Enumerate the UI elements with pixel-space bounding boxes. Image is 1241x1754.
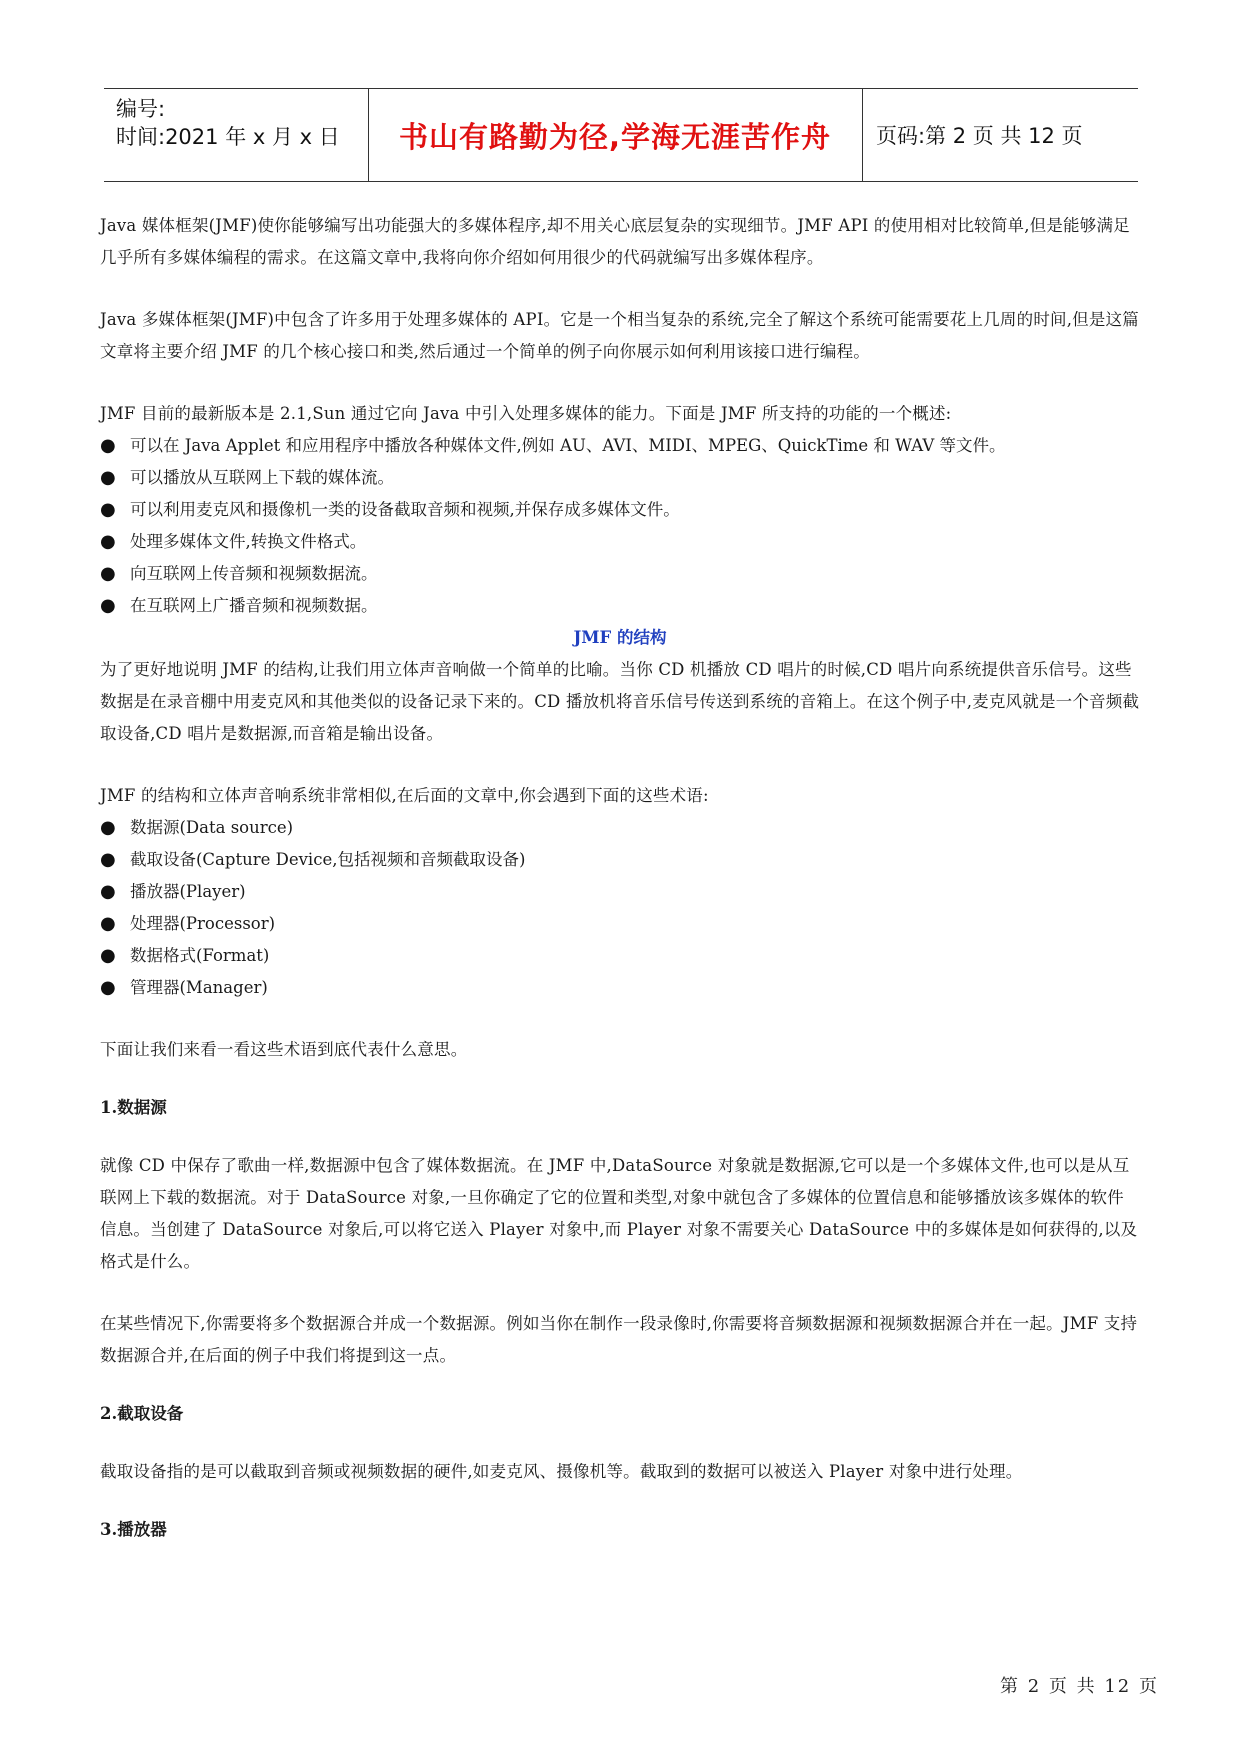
section-heading-data-source: 1.数据源 <box>100 1098 167 1117</box>
section-heading-structure: JMF 的结构 <box>573 628 667 647</box>
page-footer: 第 2 页 共 12 页 <box>1000 1676 1159 1697</box>
intro-paragraph-2: Java 多媒体框架(JMF)中包含了许多用于处理多媒体的 API。它是一个相当复杂的系统,完全了解这个系统可能需要花上几周的时间,但是这篇文章将主要介绍 JMF 的几个核心接口和类,然后通过一个简单的例子向你展示如何利用该接口进行编程。 <box>100 310 1139 361</box>
list-item: ● 在互联网上广播音频和视频数据。 <box>100 590 1140 622</box>
header-motto-cell <box>368 89 863 181</box>
list-item: ● 可以播放从互联网上下载的媒体流。 <box>100 462 1140 494</box>
data-source-paragraph-2: 在某些情况下,你需要将多个数据源合并成一个数据源。例如当你在制作一段录像时,你需要将音频数据源和视频数据源合并在一起。JMF 支持数据源合并,在后面的例子中我们将提到这一点。 <box>100 1314 1138 1365</box>
structure-paragraph-2: JMF 的结构和立体声音响系统非常相似,在后面的文章中,你会遇到下面的这些术语: <box>100 786 709 805</box>
terms-outro: 下面让我们来看一看这些术语到底代表什么意思。 <box>100 1040 468 1059</box>
list-item: ● 可以在 Java Applet 和应用程序中播放各种媒体文件,例如 AU、AVI、MIDI、MPEG、QuickTime 和 WAV 等文件。 <box>100 430 1140 462</box>
header-page-code: 页码:第 2 页 共 12 页 <box>876 124 1083 148</box>
list-item: ● 管理器(Manager) <box>100 972 1140 1004</box>
list-item: ● 截取设备(Capture Device,包括视频和音频截取设备) <box>100 844 1140 876</box>
list-item: ● 处理多媒体文件,转换文件格式。 <box>100 526 1140 558</box>
list-item: ● 向互联网上传音频和视频数据流。 <box>100 558 1140 590</box>
structure-paragraph-1: 为了更好地说明 JMF 的结构,让我们用立体声音响做一个简单的比喻。当你 CD 机播放 CD 唱片的时候,CD 唱片向系统提供音乐信号。这些数据是在录音棚中用麦克风和其他类似的设备记录下来的。CD 播放机将音乐信号传送到系统的音箱上。在这个例子中,麦克风就是一个音频截取设备,CD 唱片是数据源,而音箱是输出设备。 <box>100 660 1140 743</box>
list-item: ● 播放器(Player) <box>100 876 1140 908</box>
intro-paragraph-1: Java 媒体框架(JMF)使你能够编写出功能强大的多媒体程序,却不用关心底层复杂的实现细节。JMF API 的使用相对比较简单,但是能够满足几乎所有多媒体编程的需求。在这篇文章中,我将向你介绍如何用很少的代码就编写出多媒体程序。 <box>100 216 1130 267</box>
intro-paragraph-3: JMF 目前的最新版本是 2.1,Sun 通过它向 Java 中引入处理多媒体的能力。下面是 JMF 所支持的功能的一个概述: <box>100 404 952 423</box>
section-heading-player: 3.播放器 <box>100 1520 167 1539</box>
list-item: ● 可以利用麦克风和摄像机一类的设备截取音频和视频,并保存成多媒体文件。 <box>100 494 1140 526</box>
header-meta-cell <box>104 89 369 181</box>
section-heading-capture-device: 2.截取设备 <box>100 1404 184 1423</box>
header-page-cell <box>862 89 1138 181</box>
terms-list <box>100 812 1140 1004</box>
document-number-label: 编号: <box>116 97 166 121</box>
capture-device-paragraph: 截取设备指的是可以截取到音频或视频数据的硬件,如麦克风、摄像机等。截取到的数据可以被送入 Player 对象中进行处理。 <box>100 1462 1023 1481</box>
header-motto: 书山有路勤为径,学海无涯苦作舟 <box>398 119 832 154</box>
document-time-label: 时间:2021 年 x 月 x 日 <box>116 125 340 149</box>
data-source-paragraph-1: 就像 CD 中保存了歌曲一样,数据源中包含了媒体数据流。在 JMF 中,DataSource 对象就是数据源,它可以是一个多媒体文件,也可以是从互联网上下载的数据流。对于 DataSource 对象,一旦你确定了它的位置和类型,对象中就包含了多媒体的位置信息和能够播放该多媒体的软件信息。当创建了 DataSource 对象后,可以将它送入 Player 对象中,而 Player 对象不需要关心 DataSource 中的多媒体是如何获得的,以及格式是什么。 <box>100 1156 1138 1271</box>
list-item: ● 数据格式(Format) <box>100 940 1140 972</box>
list-item: ● 处理器(Processor) <box>100 908 1140 940</box>
page-header <box>104 88 1138 182</box>
document-body <box>100 210 1140 1546</box>
list-item: ● 数据源(Data source) <box>100 812 1140 844</box>
feature-list <box>100 430 1140 622</box>
